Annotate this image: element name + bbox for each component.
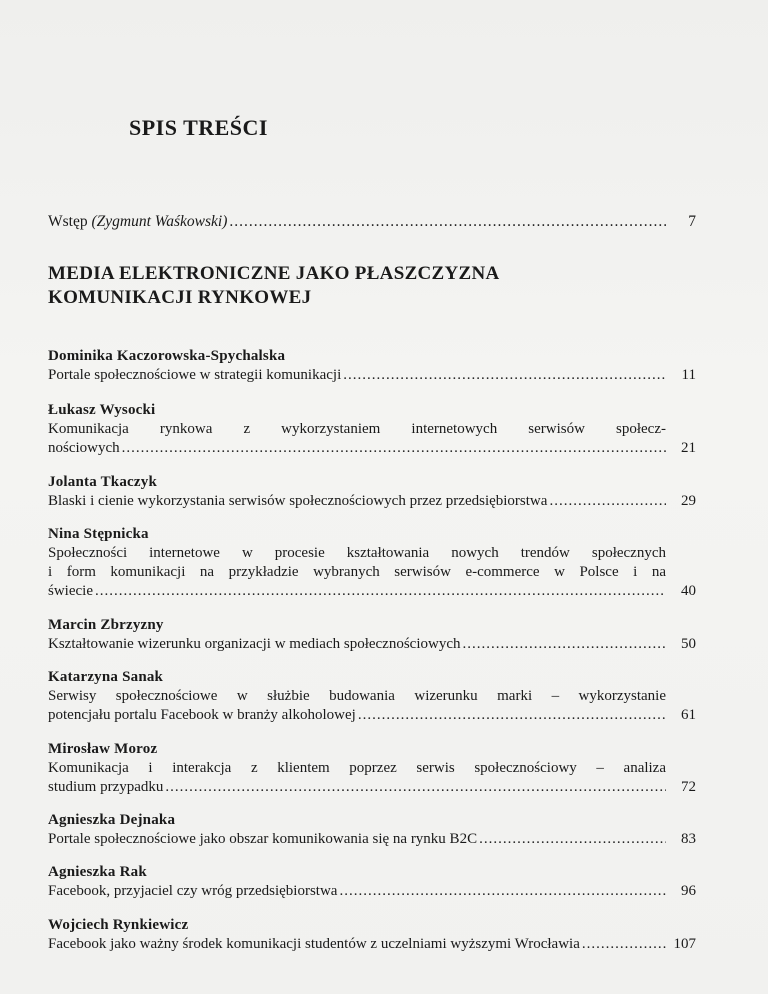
entry-title-line: Serwisy społecznościowe w służbie budowania wizerunku marki – wykorzystanie	[48, 688, 666, 704]
entry-title-line	[48, 706, 696, 725]
entry-page-number: 72	[681, 779, 696, 795]
entry-title-line	[48, 582, 696, 601]
entry-title-line: Komunikacja i interakcja z klientem poprzez serwis społecznościowy – analiza	[48, 760, 666, 776]
entry-title-line	[48, 366, 696, 385]
entry-title-text: Portale społecznościowe jako obszar komunikowania się na rynku B2C	[48, 831, 478, 847]
entry-title-text: Kształtowanie wizerunku organizacji w mediach społecznościowych	[48, 636, 461, 652]
entry-author: Agnieszka Rak	[48, 864, 147, 880]
entry-page-number: 40	[681, 583, 696, 599]
entry-title-text: potencjału portalu Facebook w branży alkoholowej	[48, 707, 356, 723]
leader-dots	[549, 492, 666, 511]
entry-title-line	[48, 492, 696, 511]
leader-dots	[122, 439, 666, 458]
toc-entry	[48, 401, 696, 458]
entry-title-text: Facebook, przyjaciel czy wróg przedsiębiorstwa	[48, 883, 338, 899]
entry-title-text: świecie	[48, 583, 93, 599]
toc-entry	[48, 740, 696, 797]
toc-entry	[48, 347, 696, 385]
entry-title-line	[48, 778, 696, 797]
entry-page-number: 50	[681, 636, 696, 652]
entry-author: Wojciech Rynkiewicz	[48, 917, 189, 933]
entry-page-number: 83	[681, 831, 696, 847]
section-title-line: MEDIA ELEKTRONICZNE JAKO PŁASZCZYZNA	[48, 263, 500, 284]
entry-title-text: studium przypadku	[48, 779, 164, 795]
intro-text	[48, 212, 227, 231]
entry-author: Agnieszka Dejnaka	[48, 812, 176, 828]
intro-entry	[48, 212, 696, 231]
entry-title-line: Społeczności internetowe w procesie kształtowania nowych trendów społecznych	[48, 545, 666, 561]
entry-title-text: nościowych	[48, 440, 120, 456]
entry-author: Katarzyna Sanak	[48, 669, 164, 685]
intro-page-number: 7	[688, 213, 696, 230]
leader-dots	[343, 366, 666, 385]
entry-author: Jolanta Tkaczyk	[48, 474, 157, 490]
leader-dots	[339, 882, 666, 901]
toc-entry	[48, 863, 696, 901]
toc-entries	[48, 333, 696, 954]
entry-title-line	[48, 635, 696, 654]
entry-page-number: 21	[681, 440, 696, 456]
entry-title-line: Komunikacja rynkowa z wykorzystaniem internetowych serwisów społecz-	[48, 421, 666, 437]
entry-title-line	[48, 830, 696, 849]
leader-dots	[229, 212, 666, 231]
entry-author: Dominika Kaczorowska-Spychalska	[48, 348, 286, 364]
leader-dots	[463, 635, 667, 654]
entry-title-line	[48, 935, 696, 954]
leader-dots	[95, 582, 666, 601]
entry-title-text: Facebook jako ważny środek komunikacji studentów z uczelniami wyższymi Wrocławia	[48, 936, 580, 952]
intro-label: Wstęp	[48, 213, 88, 230]
entry-page-number: 61	[681, 707, 696, 723]
entry-title-line	[48, 439, 696, 458]
entry-title-text: Blaski i cienie wykorzystania serwisów społecznościowych przez przedsiębiorstwa	[48, 493, 548, 509]
entry-page-number: 11	[681, 367, 696, 383]
leader-dots	[582, 935, 666, 954]
entry-title-line	[48, 882, 696, 901]
toc-entry	[48, 473, 696, 511]
entry-author: Łukasz Wysocki	[48, 402, 156, 418]
section-title	[48, 262, 688, 310]
leader-dots	[165, 778, 666, 797]
toc-entry	[48, 811, 696, 849]
entry-author: Marcin Zbrzyzny	[48, 617, 164, 633]
entry-author: Mirosław Moroz	[48, 741, 158, 757]
entry-page-number: 29	[681, 493, 696, 509]
leader-dots	[358, 706, 666, 725]
entry-title-text: Portale społecznościowe w strategii komunikacji	[48, 367, 342, 383]
entry-page-number: 107	[673, 936, 696, 952]
toc-entry	[48, 668, 696, 725]
section-title-line: KOMUNIKACJI RYNKOWEJ	[48, 287, 312, 308]
entry-title-line: i form komunikacji na przykładzie wybranych serwisów e-commerce w Polsce i na	[48, 564, 666, 580]
intro-line	[48, 212, 696, 231]
toc-entry	[48, 916, 696, 954]
page-title: SPIS TREŚCI	[129, 115, 268, 140]
toc-entry	[48, 525, 696, 601]
entry-page-number: 96	[681, 883, 696, 899]
entry-author: Nina Stępnicka	[48, 526, 149, 542]
toc-entry	[48, 616, 696, 654]
leader-dots	[479, 830, 666, 849]
intro-author: (Zygmunt Waśkowski)	[91, 213, 228, 230]
